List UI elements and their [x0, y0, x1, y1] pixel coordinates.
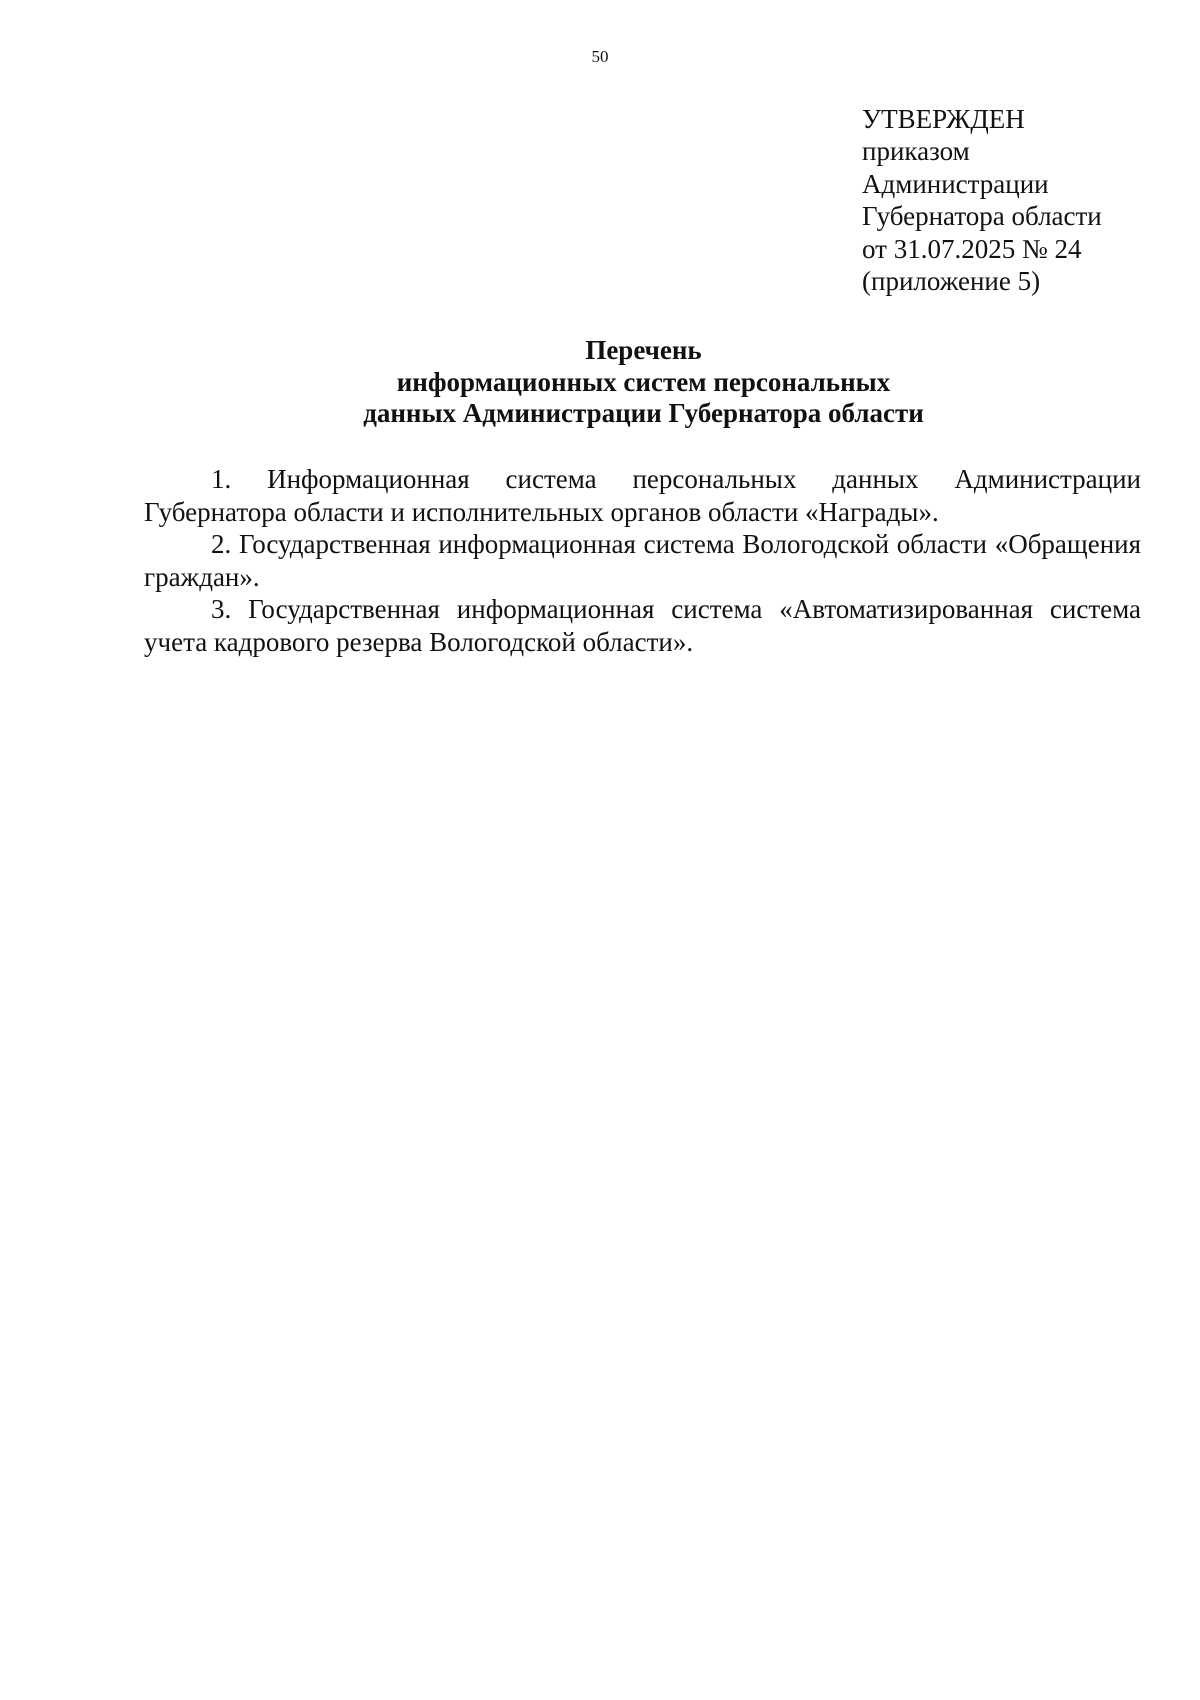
approval-line-status: УТВЕРЖДЕН: [862, 104, 1025, 134]
list-item-number: 1.: [211, 464, 232, 494]
approval-stamp: [862, 103, 1182, 297]
approval-line-order: приказом: [862, 136, 970, 167]
approval-line-administration: Администрации: [862, 168, 1049, 199]
list-item: [144, 593, 1141, 658]
title-line-1: Перечень: [585, 335, 702, 365]
title-line-3: данных Администрации Губернатора области: [363, 398, 924, 428]
list-item-text: Государственная информационная система «Автоматизированная система учета кадрового резерва Вологодской области».: [144, 594, 1142, 657]
list-item: [144, 528, 1141, 593]
page-number: 50: [591, 47, 609, 66]
approval-line-appendix: (приложение 5): [862, 266, 1041, 297]
list-item-number: 3.: [211, 594, 232, 624]
document-title: [0, 335, 1200, 430]
approval-line-date-number: от 31.07.2025 № 24: [862, 233, 1082, 264]
list-item-text: Информационная система персональных данных Администрации Губернатора области и исполнительных органов области «Награды».: [144, 464, 1141, 527]
approval-line-governor: Губернатора области: [862, 201, 1102, 232]
list-item-text: Государственная информационная система Вологодской области «Обращения граждан».: [144, 529, 1142, 592]
title-line-2: информационных систем персональных: [396, 366, 891, 397]
list-item: [144, 463, 1141, 528]
systems-list: [144, 463, 1141, 658]
list-item-number: 2.: [211, 529, 232, 559]
